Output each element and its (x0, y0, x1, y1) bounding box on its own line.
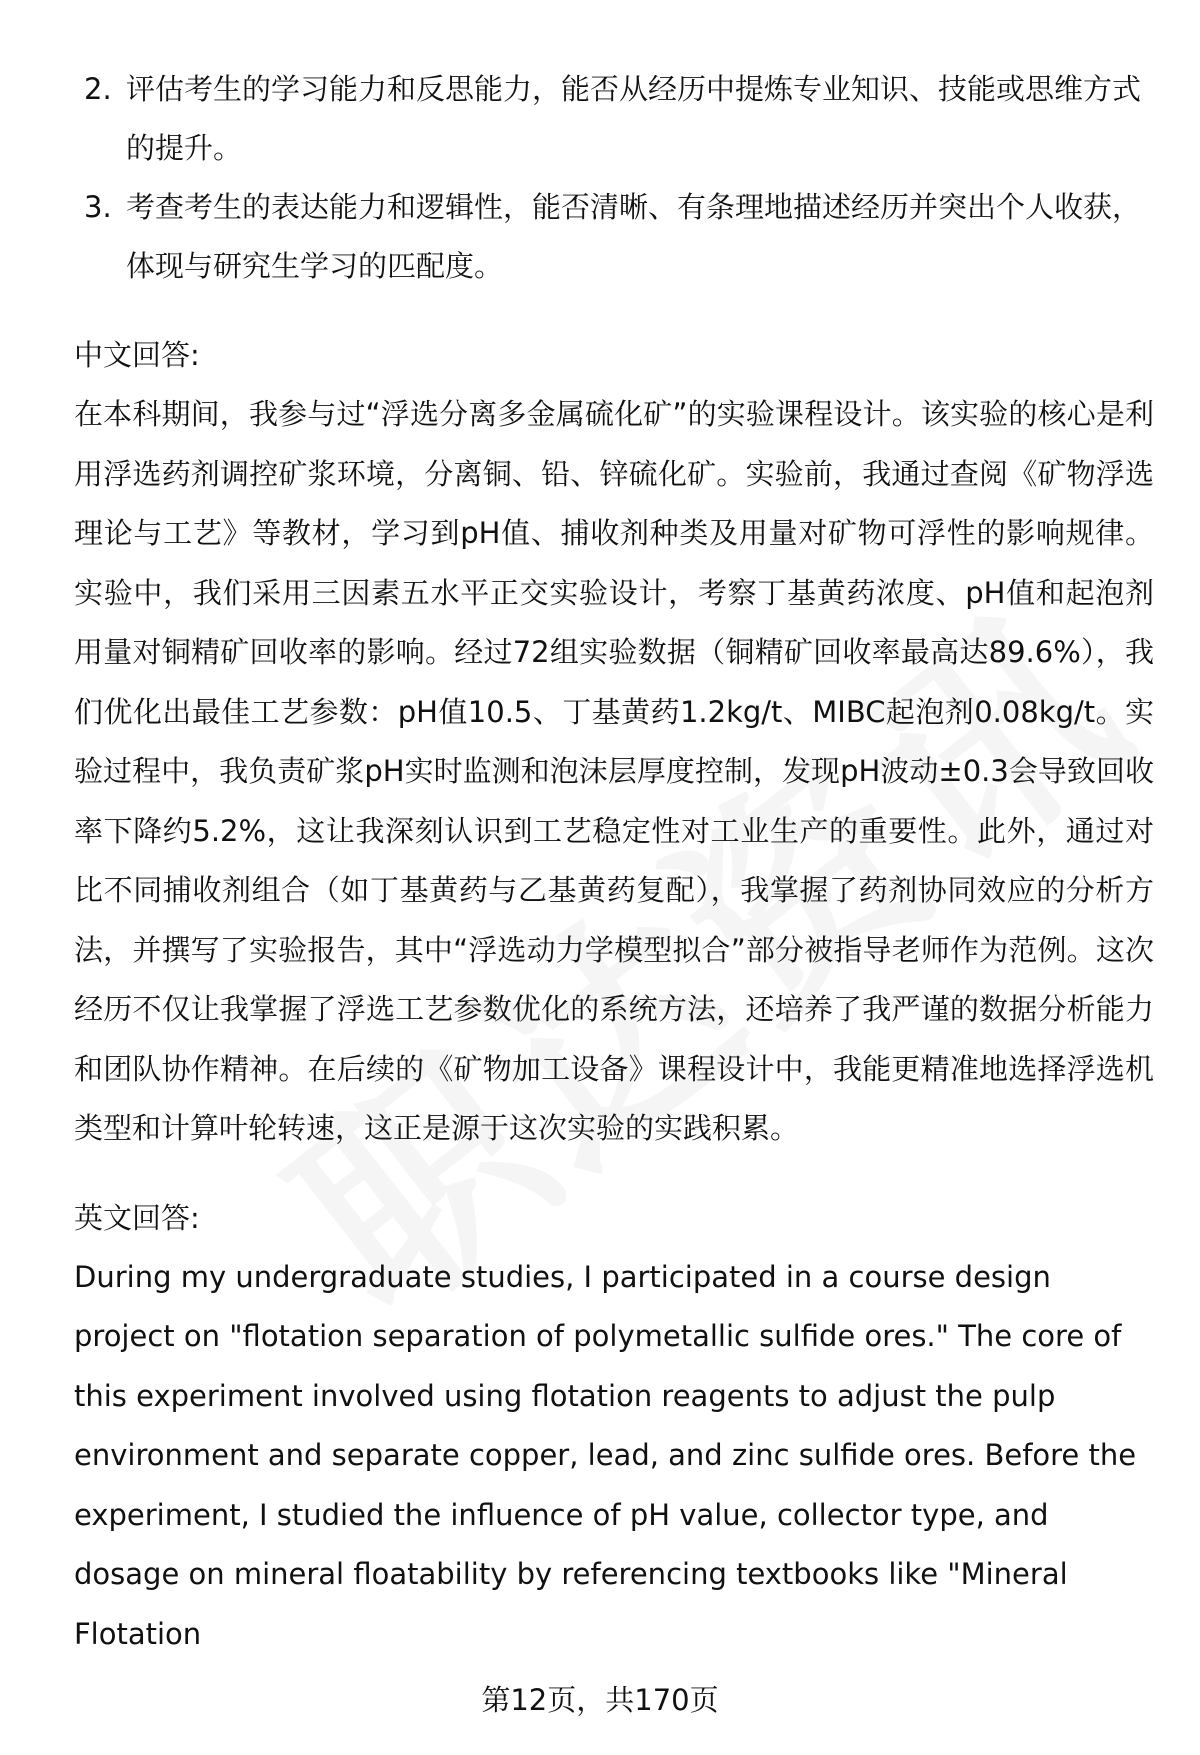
list-text: 评估考生的学习能力和反思能力，能否从经历中提炼专业知识、技能或思维方式的提升。 (126, 72, 1142, 165)
english-answer-body: During my undergraduate studies, I participated in a course design project on "flotation separation of polymetallic sulfide ores." The core of this experiment involved using flotation reagents to adjust the pulp environment and separate copper, lead, and zinc sulfide ores. Before the experiment, I studied the influence of pH value, collector type, and dosage on mineral floatability by referencing textbooks like "Mineral Flotation (74, 1259, 1137, 1651)
chinese-answer-body: 在本科期间，我参与过“浮选分离多金属硫化矿”的实验课程设计。该实验的核心是利用浮选药剂调控矿浆环境，分离铜、铅、锌硫化矿。实验前，我通过查阅《矿物浮选理论与工艺》等教材，学习到pH值、捕收剂种类及用量对矿物可浮性的影响规律。实验中，我们采用三因素五水平正交实验设计，考察丁基黄药浓度、pH值和起泡剂用量对铜精矿回收率的影响。经过72组实验数据（铜精矿回收率最高达89.6%），我们优化出最佳工艺参数：pH值10.5、丁基黄药1.2kg/t、MIBC起泡剂0.08kg/t。实验过程中，我负责矿浆pH实时监测和泡沫层厚度控制，发现pH波动±0.3会导致回收率下降约5.2%，这让我深刻认识到工艺稳定性对工业生产的重要性。此外，通过对比不同捕收剂组合（如丁基黄药与乙基黄药复配），我掌握了药剂协同效应的分析方法，并撰写了实验报告，其中“浮选动力学模型拟合”部分被指导老师作为范例。这次经历不仅让我掌握了浮选工艺参数优化的系统方法，还培养了我严谨的数据分析能力和团队协作精神。在后续的《矿物加工设备》课程设计中，我能更精准地选择浮选机类型和计算叶轮转速，这正是源于这次实验的实践积累。 (74, 397, 1154, 1145)
english-answer-label: 英文回答: (74, 1200, 200, 1235)
criteria-list (74, 60, 1154, 296)
page-footer: 第12页，共170页 (481, 1683, 719, 1717)
chinese-answer-label: 中文回答: (74, 338, 200, 372)
list-number: 3. (84, 190, 112, 224)
document-page (74, 60, 1154, 1664)
list-item (74, 60, 1154, 178)
list-item (74, 178, 1154, 296)
list-number: 2. (84, 72, 112, 106)
list-text: 考查考生的表达能力和逻辑性，能否清晰、有条理地描述经历并突出个人收获，体现与研究生学习的匹配度。 (126, 190, 1142, 283)
